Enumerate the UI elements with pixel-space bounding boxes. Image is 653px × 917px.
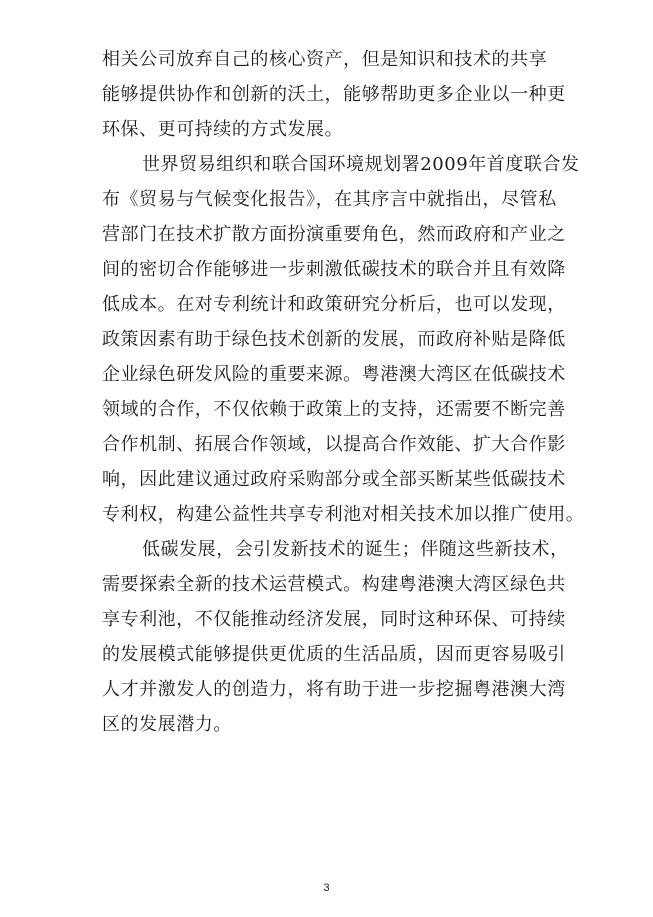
text-line: 企业绿色研发风险的重要来源。粤港澳大湾区在低碳技术 [102,364,566,385]
text-line: 的发展模式能够提供更优质的生活品质，因而更容易吸引 [102,644,566,665]
page-number: 3 [323,882,330,894]
text-line: 相关公司放弃自己的核心资产，但是知识和技术的共享 [102,49,548,70]
text-line: 响，因此建议通过政府采购部分或全部买断某些低碳技术 [102,469,566,490]
text-line: 布《贸易与气候变化报告》，在其序言中就指出，尽管私 [102,189,557,210]
text-line: 合作机制、拓展合作领域，以提高合作效能、扩大合作影 [102,434,566,455]
text-line: 政策因素有助于绿色技术创新的发展，而政府补贴是降低 [102,329,566,350]
text-line: 专利权，构建公益性共享专利池对相关技术加以推广使用。 [102,504,585,525]
text-line: 环保、更可持续的方式发展。 [102,119,344,140]
paragraph [102,42,592,147]
text-line: 低成本。在对专利统计和政策研究分析后，也可以发现， [102,294,566,315]
text-line: 能够提供协作和创新的沃土，能够帮助更多企业以一种更 [102,84,566,105]
text-line: 人才并激发人的创造力，将有助于进一步挖掘粤港澳大湾 [102,679,566,700]
text-line: 世界贸易组织和联合国环境规划署2009年首度联合发 [142,154,580,175]
text-line: 间的密切合作能够进一步刺激低碳技术的联合并且有效降 [102,259,566,280]
text-line: 需要探索全新的技术运营模式。构建粤港澳大湾区绿色共 [102,574,566,595]
paragraph [102,532,592,742]
text-line: 营部门在技术扩散方面扮演重要角色，然而政府和产业之 [102,224,566,245]
text-line: 低碳发展，会引发新技术的诞生；伴随这些新技术， [142,539,569,560]
body-text [102,42,592,742]
text-line: 区的发展潜力。 [102,714,232,735]
text-line: 领域的合作，不仅依赖于政策上的支持，还需要不断完善 [102,399,566,420]
paragraph [102,147,592,532]
text-line: 享专利池，不仅能推动经济发展，同时这种环保、可持续 [102,609,566,630]
